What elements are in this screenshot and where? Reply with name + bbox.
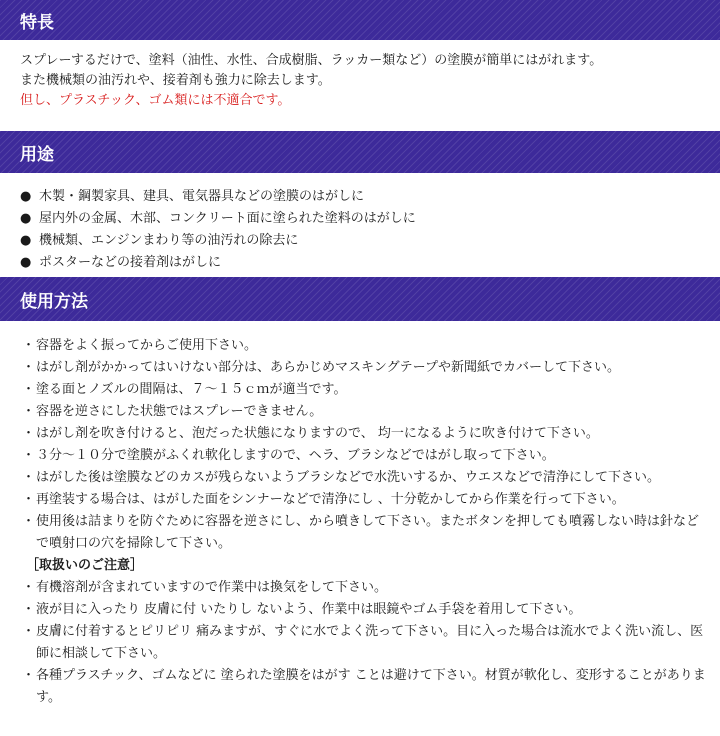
- uses-header: [0, 131, 720, 173]
- list-item: ● ポスターなどの接着剤はがしに: [20, 252, 720, 274]
- list-item: ・ ３分～１０分で塗膜がふくれ軟化しますので、ヘラ、ブラシなどではがし取って下さい。: [22, 445, 720, 467]
- bullet-mark: ・: [22, 360, 36, 375]
- caution-heading: ［取扱いのご注意］: [26, 558, 144, 573]
- features-body: [0, 40, 720, 115]
- bullet-mark: ・: [22, 492, 36, 507]
- list-item: ・ 皮膚に付着するとピリピリ 痛みますが、すぐに水でよく洗って下さい。目に入った場合は流水でよく洗い流し、医師に相談して下さい。: [22, 621, 720, 665]
- list-item: ・ 使用後は詰まりを防ぐために容器を逆さにし、から噴きして下さい。またボタンを押しても噴霧しない時は針などで噴射口の穴を掃除して下さい。: [22, 511, 720, 555]
- list-item: ・ はがし剤を吹き付けると、泡だった状態になりますので、 均一になるように吹き付けて下さい。: [22, 423, 720, 445]
- bullet-mark: ・: [22, 624, 36, 639]
- list-item: ・ 有機溶剤が含まれていますので作業中は換気をして下さい。: [22, 577, 720, 599]
- bullet-icon: ●: [20, 255, 32, 270]
- list-item: ・ はがした後は塗膜などのカスが残らないようブラシなどで水洗いするか、ウエスなどで清浄にして下さい。: [22, 467, 720, 489]
- bullet-mark: ・: [22, 602, 36, 617]
- list-item: ● 機械類、エンジンまわり等の油汚れの除去に: [20, 230, 720, 252]
- howto-body: [0, 321, 720, 709]
- list-item: ・ 容器をよく振ってからご使用下さい。: [22, 335, 720, 357]
- list-item: ● 木製・鋼製家具、建具、電気器具などの塗膜のはがしに: [20, 186, 720, 208]
- list-item: ・ 再塗装する場合は、はがした面をシンナーなどで清浄にし 、十分乾かしてから作業を行って下さい。: [22, 489, 720, 511]
- features-warning: 但し、プラスチック、ゴム類には不適合です。: [20, 93, 291, 108]
- features-line-1: スプレーするだけで、塗料（油性、水性、合成樹脂、ラッカー類など）の塗膜が簡単にはがれます。: [20, 53, 603, 68]
- bullet-mark: ・: [22, 514, 36, 529]
- bullet-mark: ・: [22, 382, 36, 397]
- bullet-mark: ・: [22, 426, 36, 441]
- bullet-icon: ●: [20, 211, 32, 226]
- uses-list: [0, 173, 720, 277]
- features-line-2: また機械類の油汚れや、接着剤も強力に除去します。: [20, 73, 331, 88]
- list-item: ・ はがし剤がかかってはいけない部分は、あらかじめマスキングテープや新聞紙でカバーして下さい。: [22, 357, 720, 379]
- bullet-mark: ・: [22, 448, 36, 463]
- bullet-mark: ・: [22, 580, 36, 595]
- features-header: [0, 0, 720, 40]
- list-item: ・ 塗る面とノズルの間隔は、７～１５ｃｍが適当です。: [22, 379, 720, 401]
- list-item: ・ 液が目に入ったり 皮膚に付 いたりし ないよう、作業中は眼鏡やゴム手袋を着用して下さい。: [22, 599, 720, 621]
- bullet-mark: ・: [22, 470, 36, 485]
- bullet-mark: ・: [22, 338, 36, 353]
- howto-header: [0, 277, 720, 321]
- list-item: ・ 容器を逆さにした状態ではスプレーできません。: [22, 401, 720, 423]
- uses-title: 用途: [20, 144, 54, 165]
- bullet-mark: ・: [22, 404, 36, 419]
- howto-title: 使用方法: [20, 291, 88, 312]
- features-title: 特長: [20, 12, 54, 33]
- bullet-icon: ●: [20, 233, 32, 248]
- list-item: ● 屋内外の金属、木部、コンクリート面に塗られた塗料のはがしに: [20, 208, 720, 230]
- bullet-icon: ●: [20, 189, 32, 204]
- bullet-mark: ・: [22, 668, 36, 683]
- list-item: ・ 各種プラスチック、ゴムなどに 塗られた塗膜をはがす ことは避けて下さい。材質が軟化し、変形することがあります。: [22, 665, 720, 709]
